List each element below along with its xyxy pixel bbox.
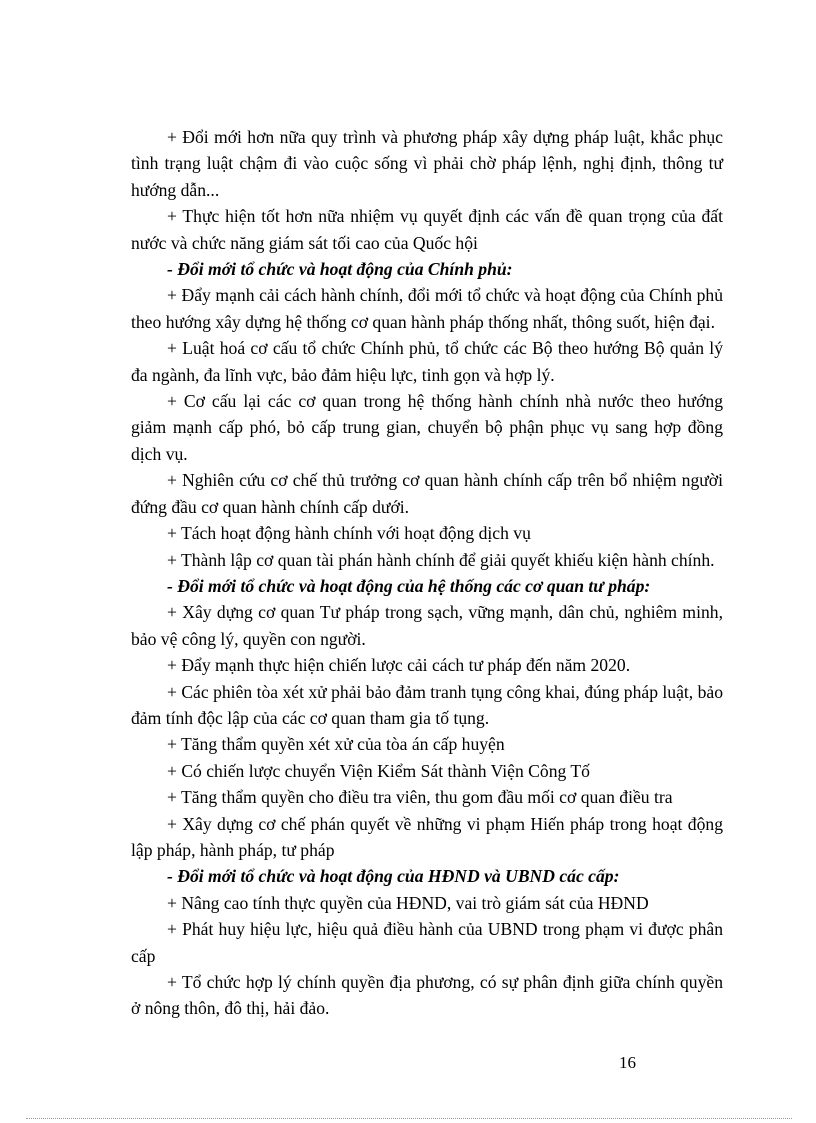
paragraph: + Tổ chức hợp lý chính quyền địa phương, có sự phân định giữa chính quyền ở nông thôn, đô thị, hải đảo. xyxy=(131,972,723,1019)
page-number: 16 xyxy=(619,1053,636,1072)
document-body xyxy=(131,124,723,1022)
section-heading: - Đổi mới tổ chức và hoạt động của hệ thống các cơ quan tư pháp: xyxy=(167,575,651,596)
paragraph: + Cơ cấu lại các cơ quan trong hệ thống hành chính nhà nước theo hướng giảm mạnh cấp phó, bỏ cấp trung gian, chuyển bộ phận phục vụ sang hợp đồng dịch vụ. xyxy=(131,391,723,464)
section-heading: - Đổi mới tổ chức và hoạt động của Chính phủ: xyxy=(167,259,513,280)
paragraph: + Xây dựng cơ chế phán quyết về những vi phạm Hiến pháp trong hoạt động lập pháp, hành pháp, tư pháp xyxy=(131,813,723,860)
paragraph: + Tăng thẩm quyền cho điều tra viên, thu gom đầu mối cơ quan điều tra xyxy=(167,787,673,808)
paragraph: + Thành lập cơ quan tài phán hành chính để giải quyết khiếu kiện hành chính. xyxy=(167,549,715,570)
paragraph: + Thực hiện tốt hơn nữa nhiệm vụ quyết định các vấn đề quan trọng của đất nước và chức năng giám sát tối cao của Quốc hội xyxy=(131,206,723,253)
paragraph: + Đẩy mạnh cải cách hành chính, đổi mới tổ chức và hoạt động của Chính phủ theo hướng xây dựng hệ thống cơ quan hành pháp thống nhất, thông suốt, hiện đại. xyxy=(131,285,723,332)
paragraph: + Xây dựng cơ quan Tư pháp trong sạch, vững mạnh, dân chủ, nghiêm minh, bảo vệ công lý, quyền con người. xyxy=(131,602,723,649)
paragraph: + Có chiến lược chuyển Viện Kiểm Sát thành Viện Công Tố xyxy=(167,760,590,781)
paragraph: + Đẩy mạnh thực hiện chiến lược cải cách tư pháp đến năm 2020. xyxy=(167,655,631,676)
page-bottom-divider xyxy=(26,1118,792,1119)
paragraph: + Tăng thẩm quyền xét xử của tòa án cấp huyện xyxy=(167,734,505,755)
paragraph: + Nghiên cứu cơ chế thủ trưởng cơ quan hành chính cấp trên bổ nhiệm người đứng đầu cơ quan hành chính cấp dưới. xyxy=(131,470,723,517)
paragraph: + Nâng cao tính thực quyền của HĐND, vai trò giám sát của HĐND xyxy=(167,892,649,913)
paragraph: + Phát huy hiệu lực, hiệu quả điều hành của UBND trong phạm vi được phân cấp xyxy=(131,919,723,966)
paragraph: + Luật hoá cơ cấu tổ chức Chính phủ, tổ chức các Bộ theo hướng Bộ quản lý đa ngành, đa lĩnh vực, bảo đảm hiệu lực, tinh gọn và hợp lý. xyxy=(131,338,723,385)
section-heading: - Đổi mới tổ chức và hoạt động của HĐND và UBND các cấp: xyxy=(167,866,620,887)
paragraph: + Các phiên tòa xét xử phải bảo đảm tranh tụng công khai, đúng pháp luật, bảo đảm tính độc lập của các cơ quan tham gia tố tụng. xyxy=(131,681,723,728)
paragraph: + Đổi mới hơn nữa quy trình và phương pháp xây dựng pháp luật, khắc phục tình trạng luật chậm đi vào cuộc sống vì phải chờ pháp lệnh, nghị định, thông tư hướng dẫn... xyxy=(131,127,723,200)
paragraph: + Tách hoạt động hành chính với hoạt động dịch vụ xyxy=(167,523,531,544)
